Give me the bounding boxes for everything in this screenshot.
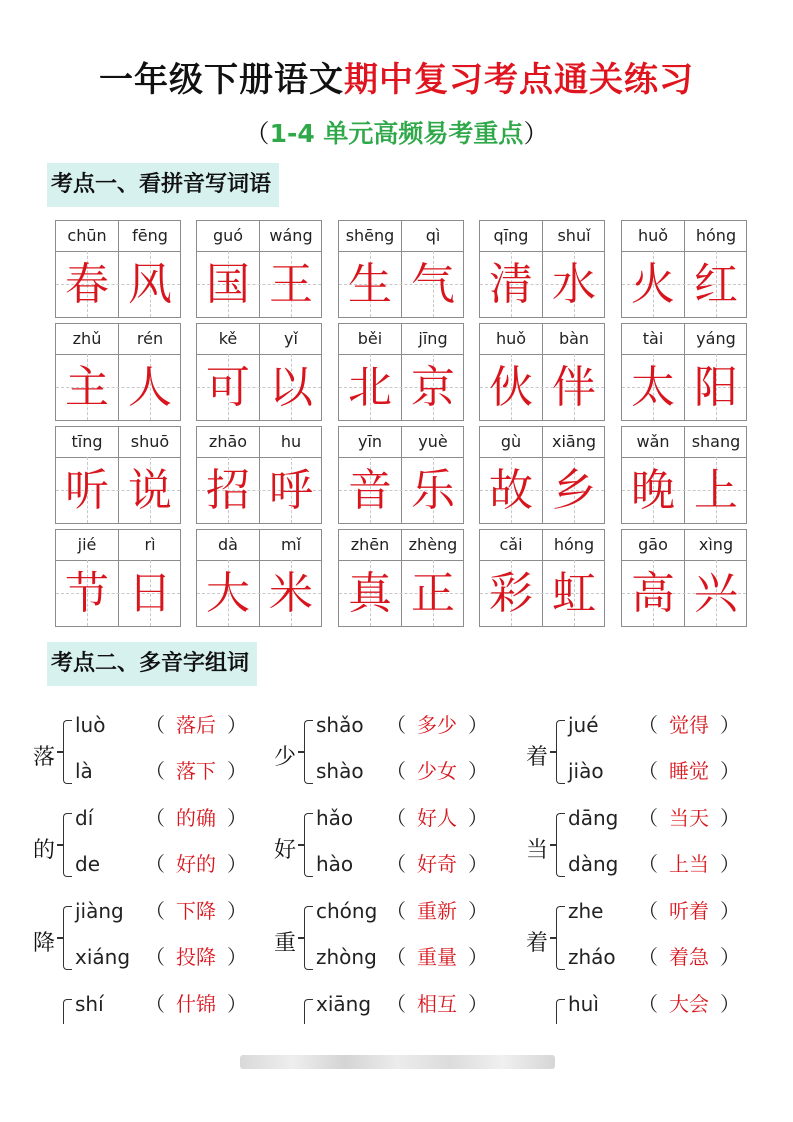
reading-word: 大会 [669,992,709,1016]
brace-icon [556,813,565,877]
polyphone-char: 着 [526,745,549,770]
pinyin-left: gù [500,432,522,451]
pinyin-right: rì [144,535,156,554]
title-part-exam: 期中复习考点通关练习 [344,60,694,100]
open-bracket: （ [145,945,165,969]
polyphone-reading [568,849,740,879]
pinyin-right: fēng [132,226,168,245]
polyphone-reading [316,849,488,879]
reading-word: 相互 [417,992,457,1016]
brace-icon [304,813,313,877]
word-card [479,220,605,318]
open-bracket: （ [145,759,165,783]
open-bracket: （ [638,852,658,876]
subtitle-text: 1-4 单元高频易考重点 [269,119,524,148]
reading-pinyin: chóng [316,899,378,923]
reading-word: 落下 [176,759,216,783]
pinyin-right: xiāng [551,432,596,451]
word-card [621,323,747,421]
pinyin-right: hóng [695,226,737,245]
reading-word: 着急 [669,945,709,969]
reading-pinyin: xiáng [75,945,131,969]
pinyin-right: zhèng [408,535,458,554]
polyphone-reading [568,756,740,786]
reading-word: 好人 [417,806,457,830]
reading-pinyin: là [75,759,93,783]
reading-pinyin: zhòng [316,945,377,969]
open-bracket: （ [638,899,658,923]
section-heading-polyphone: 考点二、多音字组词 [47,642,257,686]
polyphone-reading [75,942,247,972]
polyphone-reading [568,896,740,926]
title-part-grade: 一年级下册语文 [99,60,344,100]
hanzi-right: 说 [128,465,172,516]
hanzi-right: 上 [694,465,738,516]
polyphone-reading [75,989,247,1019]
page-title [0,52,793,101]
polyphone-reading [568,989,740,1019]
open-bracket: （ [386,852,406,876]
hanzi-left: 北 [348,362,392,413]
reading-pinyin: dí [75,806,94,830]
word-card [196,220,322,318]
pinyin-left: jié [77,535,97,554]
close-bracket: ） [227,992,247,1016]
pinyin-left: zhāo [208,432,248,451]
brace-icon [63,906,72,970]
reading-word: 当天 [669,806,709,830]
hanzi-left: 火 [631,259,675,310]
open-bracket: （ [638,992,658,1016]
pinyin-right: mǐ [280,535,302,554]
polyphone-reading [75,756,247,786]
open-bracket: （ [386,945,406,969]
open-bracket: （ [145,713,165,737]
reading-word: 好奇 [417,852,457,876]
hanzi-left: 春 [65,259,109,310]
pinyin-right: yuè [418,432,448,451]
polyphone-reading [316,803,488,833]
reading-pinyin: zhe [568,899,604,923]
pinyin-left: zhēn [350,535,390,554]
word-card [479,529,605,627]
pinyin-right: wáng [269,226,313,245]
subtitle-close-paren: ） [523,119,549,148]
word-card [55,529,181,627]
hanzi-right: 京 [411,362,455,413]
hanzi-left: 可 [206,362,250,413]
page-subtitle [0,114,793,150]
polyphone-char: 降 [33,931,56,956]
polyphone-reading [75,896,247,926]
reading-word: 的确 [176,806,216,830]
reading-word: 下降 [176,899,216,923]
reading-pinyin: jiào [568,759,604,783]
word-card [55,220,181,318]
word-card [338,426,464,524]
pinyin-left: wǎn [636,432,670,451]
pinyin-right: shuǐ [557,226,591,245]
reading-word: 投降 [176,945,216,969]
close-bracket: ） [720,992,740,1016]
close-bracket: ） [468,852,488,876]
reading-pinyin: dāng [568,806,619,830]
section-heading-pinyin: 考点一、看拼音写词语 [47,163,279,207]
reading-word: 多少 [417,713,457,737]
hanzi-right: 阳 [694,362,738,413]
word-card [55,323,181,421]
word-card [338,220,464,318]
pinyin-right: yáng [696,329,736,348]
reading-pinyin: huì [568,992,599,1016]
hanzi-right: 以 [269,362,313,413]
reading-pinyin: shí [75,992,104,1016]
word-card [196,426,322,524]
pinyin-right: xìng [698,535,734,554]
close-bracket: ） [468,899,488,923]
close-bracket: ） [227,759,247,783]
close-bracket: ） [468,992,488,1016]
pinyin-right: hóng [553,535,595,554]
pinyin-left: huǒ [495,329,527,348]
open-bracket: （ [386,806,406,830]
reading-word: 重量 [417,945,457,969]
polyphone-group [33,803,273,897]
hanzi-right: 米 [269,568,313,619]
word-card [621,529,747,627]
reading-pinyin: hào [316,852,354,876]
reading-word: 什锦 [176,992,216,1016]
word-card [196,323,322,421]
hanzi-left: 国 [206,259,250,310]
hanzi-left: 太 [631,362,675,413]
close-bracket: ） [720,899,740,923]
open-bracket: （ [386,899,406,923]
open-bracket: （ [638,759,658,783]
pinyin-left: zhǔ [72,329,102,348]
close-bracket: ） [227,899,247,923]
hanzi-right: 呼 [269,465,313,516]
hanzi-right: 人 [128,362,172,413]
polyphone-reading [75,803,247,833]
reading-pinyin: jiàng [75,899,124,923]
blurred-watermark [240,1055,555,1069]
word-card [55,426,181,524]
polyphone-group [33,896,273,990]
brace-icon [556,906,565,970]
pinyin-left: dà [218,535,238,554]
polyphone-group [526,803,766,897]
reading-word: 好的 [176,852,216,876]
close-bracket: ） [227,945,247,969]
reading-pinyin: zháo [568,945,616,969]
hanzi-left: 清 [489,259,533,310]
close-bracket: ） [720,945,740,969]
pinyin-right: yǐ [284,329,298,348]
polyphone-char: 落 [33,745,56,770]
pinyin-right: hu [280,432,302,451]
polyphone-char: 少 [274,745,297,770]
open-bracket: （ [145,806,165,830]
pinyin-right: shang [691,432,741,451]
reading-pinyin: jué [568,713,599,737]
polyphone-group [33,710,273,804]
hanzi-left: 伙 [489,362,533,413]
close-bracket: ） [468,945,488,969]
polyphone-group [274,803,514,897]
word-card [479,323,605,421]
subtitle-open-paren: （ [244,119,270,148]
polyphone-char: 着 [526,931,549,956]
close-bracket: ） [468,759,488,783]
pinyin-left: tīng [71,432,103,451]
close-bracket: ） [720,806,740,830]
reading-pinyin: luò [75,713,106,737]
polyphone-reading [316,756,488,786]
hanzi-left: 真 [348,568,392,619]
reading-word: 听着 [669,899,709,923]
open-bracket: （ [145,992,165,1016]
polyphone-char: 当 [526,838,549,863]
page-cutoff [0,1024,793,1122]
close-bracket: ） [227,806,247,830]
hanzi-left: 晚 [631,465,675,516]
open-bracket: （ [386,713,406,737]
polyphone-reading [316,942,488,972]
pinyin-right: bàn [558,329,590,348]
open-bracket: （ [386,759,406,783]
reading-pinyin: shǎo [316,713,364,737]
reading-pinyin: dàng [568,852,619,876]
pinyin-right: rén [136,329,164,348]
hanzi-right: 兴 [694,568,738,619]
pinyin-left: cǎi [499,535,523,554]
hanzi-right: 王 [269,259,313,310]
hanzi-right: 红 [694,259,738,310]
hanzi-left: 高 [631,568,675,619]
hanzi-right: 气 [411,259,455,310]
hanzi-right: 伴 [552,362,596,413]
hanzi-left: 节 [65,568,109,619]
pinyin-left: gāo [638,535,668,554]
pinyin-left: kě [218,329,238,348]
reading-pinyin: hǎo [316,806,354,830]
hanzi-right: 正 [411,568,455,619]
polyphone-char: 的 [33,838,56,863]
polyphone-reading [568,710,740,740]
reading-word: 落后 [176,713,216,737]
polyphone-reading [316,896,488,926]
hanzi-right: 日 [128,568,172,619]
open-bracket: （ [145,899,165,923]
word-card [479,426,605,524]
hanzi-left: 音 [348,465,392,516]
open-bracket: （ [638,945,658,969]
hanzi-right: 水 [552,259,596,310]
pinyin-left: běi [357,329,383,348]
pinyin-left: huǒ [637,226,669,245]
polyphone-reading [316,989,488,1019]
close-bracket: ） [227,713,247,737]
pinyin-right: jīng [418,329,448,348]
word-card [621,426,747,524]
word-card [338,323,464,421]
open-bracket: （ [638,713,658,737]
hanzi-right: 虹 [552,568,596,619]
hanzi-left: 故 [489,465,533,516]
pinyin-left: shēng [345,226,395,245]
reading-word: 少女 [417,759,457,783]
reading-word: 睡觉 [669,759,709,783]
polyphone-reading [316,710,488,740]
polyphone-reading [568,803,740,833]
close-bracket: ） [227,852,247,876]
open-bracket: （ [145,852,165,876]
reading-pinyin: shào [316,759,364,783]
polyphone-group [274,710,514,804]
hanzi-left: 大 [206,568,250,619]
polyphone-group [274,896,514,990]
close-bracket: ） [468,806,488,830]
word-card [196,529,322,627]
hanzi-right: 乡 [552,465,596,516]
reading-word: 上当 [669,852,709,876]
reading-pinyin: de [75,852,100,876]
polyphone-reading [75,849,247,879]
pinyin-right: qì [425,226,441,245]
hanzi-left: 生 [348,259,392,310]
polyphone-group [526,896,766,990]
word-card [621,220,747,318]
hanzi-left: 听 [65,465,109,516]
brace-icon [63,813,72,877]
pinyin-left: tài [642,329,664,348]
polyphone-reading [568,942,740,972]
brace-icon [304,906,313,970]
hanzi-left: 主 [65,362,109,413]
hanzi-right: 风 [128,259,172,310]
word-card [338,529,464,627]
close-bracket: ） [720,713,740,737]
pinyin-left: chūn [67,226,107,245]
reading-word: 重新 [417,899,457,923]
close-bracket: ） [720,759,740,783]
brace-icon [63,720,72,784]
reading-pinyin: xiāng [316,992,372,1016]
close-bracket: ） [720,852,740,876]
reading-word: 觉得 [669,713,709,737]
polyphone-char: 好 [274,838,297,863]
polyphone-group [526,710,766,804]
brace-icon [556,720,565,784]
open-bracket: （ [638,806,658,830]
pinyin-left: guó [212,226,244,245]
brace-icon [304,720,313,784]
hanzi-right: 乐 [411,465,455,516]
polyphone-char: 重 [274,931,297,956]
hanzi-left: 招 [206,465,250,516]
open-bracket: （ [386,992,406,1016]
pinyin-right: shuō [130,432,170,451]
close-bracket: ） [468,713,488,737]
polyphone-reading [75,710,247,740]
pinyin-left: qīng [493,226,529,245]
hanzi-left: 彩 [489,568,533,619]
pinyin-left: yīn [357,432,383,451]
